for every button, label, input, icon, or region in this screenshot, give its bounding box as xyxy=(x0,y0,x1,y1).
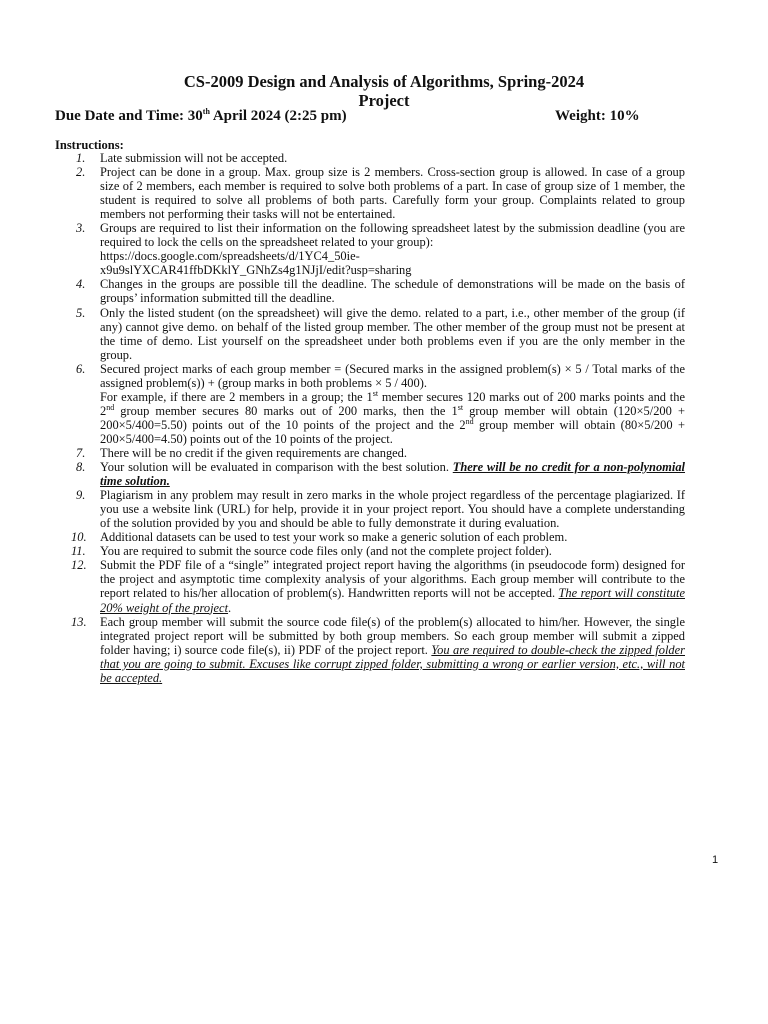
instructions-heading: Instructions: xyxy=(55,138,124,152)
spreadsheet-link[interactable]: https://docs.google.com/spreadsheets/d/1YC4_50ie- xyxy=(100,249,360,264)
list-item: 11. You are required to submit the source code files only (and not the complete project folder). xyxy=(71,544,552,559)
list-item: 10. Additional datasets can be used to test your work so make a generic solution of each problem. xyxy=(71,530,568,545)
weight: Weight: 10% xyxy=(555,108,640,124)
list-item: 8. Your solution will be evaluated in comparison with the best solution. There will be no credit for a non-polynomial time solution. xyxy=(76,460,685,489)
list-item: 13. Each group member will submit the source code file(s) of the problem(s) allocated to him/her. However, the single integrated project report will be submitted by both group members. So each group member will submit a zipped folder having; i) source code file(s), ii) PDF of the project report. You are required to double-check the zipped folder that you are going to submit. Excuses like corrupt zipped folder, submitting a wrong or earlier version, etc., will not be accepted. xyxy=(71,614,685,685)
list-item: 2. Project can be done in a group. Max. group size is 2 members. Cross-section group is allowed. In case of a group size of 2 members, each member is required to solve both problems of a part. In case of group size of 1 member, the student is required to solve all problems of both parts. Carefully form your group. Complaints related to group members not performing their tasks will not be entertained. xyxy=(76,165,685,222)
course-title: CS-2009 Design and Analysis of Algorithms, Spring-2024 xyxy=(183,72,585,91)
list-item: 12. Submit the PDF file of a “single” integrated project report having the algorithms (in pseudocode form) designed for the project and asymptotic time complexity analysis of your algorithms. Each group member will contribute to the report related to his/her allocation of problem(s). Handwritten reports will not be accepted. The report will constitute 20% weight of the project. xyxy=(71,558,685,615)
list-item: 4. Changes in the groups are possible till the deadline. The schedule of demonstrations will be made on the basis of groups’ information submitted till the deadline. xyxy=(76,277,685,306)
due-date: Due Date and Time: 30th April 2024 (2:25 pm) xyxy=(55,107,347,124)
list-item: 6. Secured project marks of each group member = (Secured marks in the assigned problem(s) × 5 / Total marks of the assigned problem(s)) + (group marks in both problems × 5 / 400). For example, if there are 2 members in a group; the 1st member secures 120 marks out of 200 marks points and the 2nd group member secures 80 marks out of 200 marks, then the 1st group member will obtain (120×5/200 + 200×5/400=5.50) points out of the 10 points of the project and the 2nd group member will obtain (80×5/200 + 200×5/400=4.50) points out of the 10 points of the project. xyxy=(76,361,685,446)
list-item: 1. Late submission will not be accepted. xyxy=(76,151,288,165)
document-subtitle: Project xyxy=(358,91,410,110)
spreadsheet-link-cont[interactable]: x9u9slYXCAR41ffbDKklY_GNhZs4g1NJjI/edit?usp=sharing xyxy=(100,263,412,278)
page-number: 1 xyxy=(712,854,719,866)
instructions-list xyxy=(55,151,685,685)
list-item: 9. Plagiarism in any problem may result in zero marks in the whole project regardless of the percentage plagiarized. If you use a website link (URL) for help, provide it in your project report. You should have a complete understanding of the solution provided by you and should be able to fully demonstrate it during evaluation. xyxy=(76,488,685,531)
list-item: 3. Groups are required to list their information on the following spreadsheet latest by the submission deadline (you are required to lock the cells on the spreadsheet related to your group): https://docs.google.com/spreadsheets/d/1YC4_50ie- x9u9slYXCAR41ffbDKklY_GNhZs4g1NJjI/edit?usp=sharing xyxy=(76,221,685,278)
list-item: 7. There will be no credit if the given requirements are changed. xyxy=(76,445,408,460)
list-item: 5. Only the listed student (on the spreadsheet) will give the demo. related to a part, i.e., other member of the group (if any) cannot give demo. on behalf of the listed group member. The other member of the group must not be present at the time of demo. List yourself on the spreadsheet under both problems even if you are the only member in the group. xyxy=(76,305,685,362)
